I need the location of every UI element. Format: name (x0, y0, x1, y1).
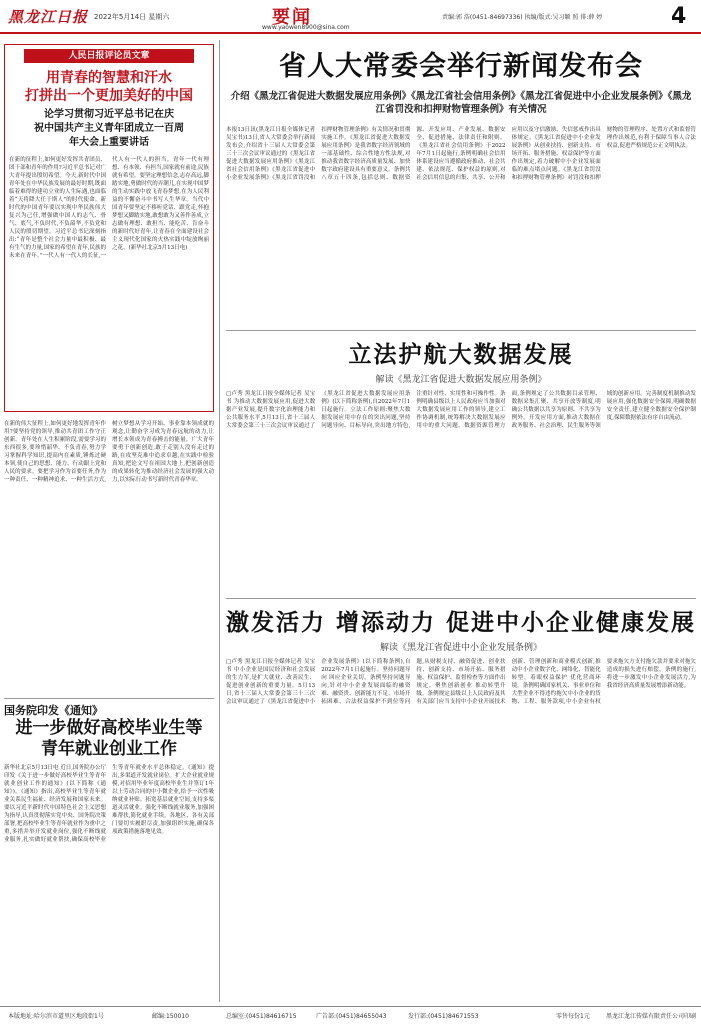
footer-price: 零售每份1元 (556, 1013, 590, 1020)
article3-headline: 激发活力 增添动力 促进中小企业健康发展 (226, 609, 697, 636)
article1-body: 本报13日讯(黑龙江日报全媒体记者吴宝书)13日,省人大常委会举行新闻发布会,介绍省十三届人大常委会第三十三次会议审议通过的《黑龙江省促进大数据发展应用条例》《黑龙江省社会信用条例》《黑龙江省促进中小企业发展条例》《黑龙江省罚没和扣押财物管理条例》有关情况和贯彻实施工作。《黑龙江省促进大数据发展应用条例》是我省数字经济领域的一部基础性、综合性地方性法规,对推动我省数字经济高质量发展、加快数字政府建设具有重要意义。条例共八章五十四条,包括总则、数据资源、开发应用、产业发展、数据安全、促进措施、法律责任和附则。《黑龙江省社会信用条例》于2022年7月1日起施行,条例明确社会信用体系建设应当遵循政府推动、社会共建、依法规范、保护权益的原则,对社会信用信息的归集、共享、公开和应用以及守信激励、失信惩戒作出具体规定。《黑龙江省促进中小企业发展条例》从创业扶持、创新支持、市场开拓、服务措施、权益保护等方面作出规定,着力破解中小企业发展面临的难点堵点问题。《黑龙江省罚没和扣押财物管理条例》对罚没和扣押财物的管理程序、处置方式和监督管理作出规范,有利于保障当事人合法权益,促进严格规范公正文明执法。 (226, 127, 696, 181)
left-lower-article-body: 在新的伟大征程上,如何更好地发挥青年作用?要坚持党的领导,推动共青团工作守正创新。青年处在人生积累阶段,需要学习的东西很多,要珍惜韶华、不负青春,努力学习掌握科学知识,提高内在素质,锤炼过硬本领,使自己的思想、能力、行动跟上党和人民的要求。要把学习作为首要任务,作为一种责任、一种精神追求、一种生活方式,树立梦想从学习开始、事业靠本领成就的观念,让勤奋学习成为青春远航的动力,让增长本领成为青春搏击的能量。广大青年要勇于创新创造,敢于走别人没有走过的路,在攻坚克难中追求卓越,在实践中检验真知,把论文写在祖国大地上,把创新创造的成果转化为推动经济社会发展的强大动力,以实际行动书写新时代青春华章。 (4, 421, 214, 483)
commentary-column-label: 人民日报评论员文章 (24, 49, 194, 63)
commentary-subtitle: 论学习贯彻习近平总书记在庆 祝中国共产主义青年团成立一百周 年大会上重要讲话 (34, 109, 184, 148)
article2-body: □卢秀 黑龙江日报全媒体记者 吴宝书 为推动大数据发展应用,促进大数据产业发展,提升数字化治理能力和公共服务水平,5月13日,省十三届人大常委会第三十三次会议审议通过了《黑龙江省促进大数据发展应用条例》(以下简称条例),自2022年7月1日起施行。立法工作原则:聚焦大数据发展应用中存在的突出问题,坚持问题导向、目标导向,突出地方特色,注重针对性、实用性和可操作性。条例明确县级以上人民政府应当加强对大数据发展应用工作的领导,建立工作协调机制,统筹解决大数据发展应用中的重大问题。数据资源管理方面,条例规定了公共数据目录管理、数据采集汇聚、共享开放等制度,明确公共数据以共享为原则、不共享为例外。开发应用方面,推动大数据在政务服务、社会治理、民生服务等领域的创新应用。完善制度机制推动发展应用,强化数据安全保障,明确数据安全责任,建立健全数据安全保护制度,保障数据依法有序自由流动。 (226, 391, 696, 429)
footer-office: 总编室:(0451)84616715 (226, 1013, 297, 1020)
paper-name: 黑龙江日报 (8, 8, 89, 26)
masthead (0, 0, 701, 34)
divider (226, 598, 696, 599)
commentary-body: 在新的征程上,如何更好发挥共青团员、团干部和青年的作用?习近平总书记对广大青年提出殷切希望。今天,新时代中国青年处在中华民族发展的最好时期,既面临着难得的建功立业的人生际遇,也面临着“天将降大任于斯人”的时代使命。新时代的中国青年要以实现中华民族伟大复兴为己任,增强做中国人的志气、骨气、底气,不负时代,不负韶华,不负党和人民的殷切期望。习近平总书记深刻指出:“青年是整个社会力量中最积极、最有生气的力量,国家的希望在青年,民族的未来在青年。”一代人有一代人的长征,一代人有一代人的担当。青年一代有理想、有本领、有担当,国家就有前途,民族就有希望。要坚定理想信念,志存高远,脚踏实地,勇做时代的弄潮儿,在实现中国梦的生动实践中放飞青春梦想,在为人民利益的不懈奋斗中书写人生华章。当代中国青年要坚定不移听党话、跟党走,怀抱梦想又脚踏实地,敢想敢为又善作善成,立志做有理想、敢担当、能吃苦、肯奋斗的新时代好青年,让青春在全面建设社会主义现代化国家的火热实践中绽放绚丽之花。(新华社北京5月13日电) (9, 157, 209, 259)
divider (226, 330, 696, 331)
page-number: 4 (671, 4, 687, 29)
divider (4, 698, 214, 699)
section-title: 要闻 (272, 7, 312, 28)
article4-kicker: 国务院印发《通知》 (4, 704, 103, 717)
article3-subhead: 解读《黑龙江省促进中小企业发展条例》 (379, 643, 542, 653)
footer-distribution: 发行部:(0451)84671553 (408, 1013, 479, 1020)
footer-publisher: 黑龙江龙江传媒有限责任公司印刷 (606, 1013, 697, 1020)
article4-headline: 进一步做好高校毕业生等 青年就业创业工作 (15, 718, 203, 759)
section-email: www.yaowen8900@sina.com (262, 24, 350, 31)
article3-body: □卢秀 黑龙江日报全媒体记者 吴宝书 中小企业是国民经济和社会发展的生力军,是扩大就业、改善民生、促进创业创新的重要力量。5月13日,省十三届人大常委会第三十三次会议审议通过了《黑龙江省促进中小企业发展条例》(以下简称条例),自2022年7月1日起施行。坚持问题导向 回应企业关切。条例坚持问题导向,针对中小企业发展面临的融资难、融资贵、创新能力不足、市场开拓困难、合法权益保护不到位等问题,从财税支持、融资促进、创业扶持、创新支持、市场开拓、服务措施、权益保护、监督检查等方面作出规定。聚焦创新创业 推动转型升级。条例规定县级以上人民政府及其有关部门应当支持中小企业开展技术创新、管理创新和商业模式创新,推动中小企业数字化、网络化、智能化转型。着眼权益保护 优化营商环境。条例明确国家机关、事业单位和大型企业不得违约拖欠中小企业的货物、工程、服务款项,中小企业有权要求拖欠方支付拖欠款并要求对拖欠造成的损失进行赔偿。条例的施行,将进一步激发中小企业发展活力,为我省经济高质量发展增添新动能。 (226, 659, 696, 705)
article2-headline: 立法护航大数据发展 (348, 341, 574, 368)
article4-body: 新华社北京5月13日电 近日,国务院办公厅印发《关于进一步做好高校毕业生等青年就业创业工作的通知》(以下简称《通知》)。《通知》指出,高校毕业生等青年就业关系民生福祉、经济发展和国家未来。要以习近平新时代中国特色社会主义思想为指导,认真贯彻落实党中央、国务院决策部署,把高校毕业生等青年就业作为重中之重,多措并举开发就业岗位,强化不断线就业服务,扎实做好就业帮扶,确保高校毕业生等青年就业水平总体稳定。《通知》提出,多渠道开发就业岗位。扩大企业就业规模,对招用毕业年度高校毕业生并签订1年以上劳动合同的中小微企业,给予一次性吸纳就业补贴。拓宽基层就业空间,支持多渠道灵活就业。强化不断线就业服务,加强困难帮扶,简化就业手续。各地区、各有关部门要切实履职尽责,加强组织实施,确保各项政策措施落地见效。 (4, 765, 214, 843)
issue-date: 2022年5月14日 星期六 (94, 13, 170, 21)
column-divider (219, 40, 220, 1002)
footer-address: 本版地址:哈尔滨市道里区地段街1号 (8, 1013, 104, 1020)
commentary-title: 用青春的智慧和汗水 打拼出一个更加美好的中国 (25, 70, 193, 104)
footer-postcode: 邮编:150010 (152, 1013, 189, 1020)
page-footer (0, 1006, 701, 1024)
article1-subhead: 介绍《黑龙江省促进大数据发展应用条例》《黑龙江省社会信用条例》《黑龙江省促进中小企业发展条例》《黑龙江省罚没和扣押财物管理条例》有关情况 (230, 91, 692, 115)
footer-ads: 广告部:(0451)84655043 (316, 1013, 387, 1020)
article1-headline: 省人大常委会举行新闻发布会 (279, 51, 643, 82)
editor-credits: 责编:郭 浩(0451-84697336) 执编/版式:吴习颖 照 排:薛 婷 (442, 14, 603, 21)
article2-subhead: 解读《黑龙江省促进大数据发展应用条例》 (375, 375, 547, 385)
commentary-box (4, 44, 214, 412)
